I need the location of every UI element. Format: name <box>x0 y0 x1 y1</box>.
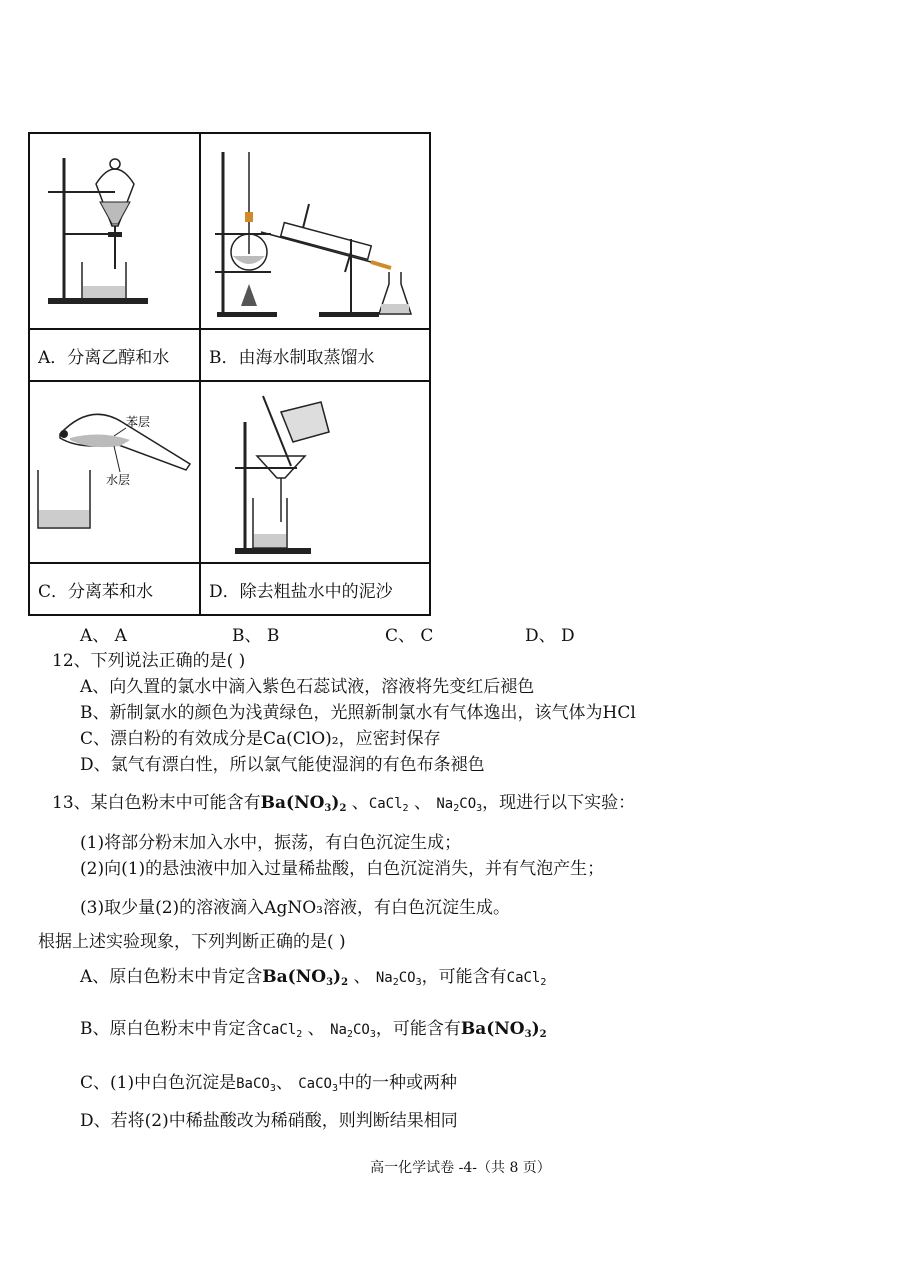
figure-b-caption: B．由海水制取蒸馏水 <box>200 329 430 381</box>
q11-option-d: D、 D <box>525 626 575 646</box>
q13-option-b: B、原白色粉末中肯定含CaCl$_2$ 、 $Na_2CO_3$，可能含有$Ba(NO_3)_2$ <box>80 1019 547 1040</box>
q12-option-a: A、向久置的氯水中滴入紫色石蕊试液，溶液将先变红后褪色 <box>80 677 535 697</box>
figure-d-caption: D．除去粗盐水中的泥沙 <box>200 563 430 615</box>
figure-b-distillation <box>200 133 430 329</box>
q13-step-1: (1)将部分粉末加入水中，振荡，有白色沉淀生成； <box>80 833 462 853</box>
figure-a-separatory-funnel <box>29 133 200 329</box>
q11-option-b: B、 B <box>232 626 280 646</box>
q13-step-3: (3)取少量(2)的溶液滴入AgNO₃溶液，有白色沉淀生成。 <box>80 898 510 918</box>
q13-option-d: D、若将(2)中稀盐酸改为稀硝酸，则判断结果相同 <box>80 1111 458 1131</box>
q13-option-c: C、(1)中白色沉淀是BaCO$_3$、 CaCO$_3$中的一种或两种 <box>80 1073 457 1094</box>
q13-stem-prefix: 13、某白色粉末中可能含有 <box>52 793 261 813</box>
q12-option-d: D、氯气有漂白性，所以氯气能使湿润的有色布条褪色 <box>80 755 485 775</box>
water-layer-label: 水层 <box>106 473 131 487</box>
q13-step-2: (2)向(1)的悬浊液中加入过量稀盐酸，白色沉淀消失，并有气泡产生； <box>80 859 605 879</box>
figure-c-separation <box>29 381 200 563</box>
q11-option-c: C、 C <box>385 626 434 646</box>
q11-option-a: A、 A <box>80 626 127 646</box>
q12-option-b: B、新制氯水的颜色为浅黄绿色，光照新制氯水有气体逸出，该气体为HCl <box>80 703 636 723</box>
q13-option-a: A、原白色粉末中肯定含$Ba(NO_3)_2$ 、 $Na_2CO_3$，可能含有CaCl$_2$ <box>80 967 547 988</box>
figure-a-caption: A．分离乙醇和水 <box>29 329 200 381</box>
apparatus-figure-table <box>28 132 431 616</box>
benzene-layer-label: 苯层 <box>126 415 151 429</box>
figure-c-caption: C．分离苯和水 <box>29 563 200 615</box>
q13-stem: 13、某白色粉末中可能含有$Ba(NO_3)_2$ 、CaCl$_2$ 、 $Na_2CO_3$，现进行以下实验： <box>52 793 636 814</box>
q13-stem-suffix: ，现进行以下实验： <box>482 793 636 813</box>
q13-question: 根据上述实验现象，下列判断正确的是( ) <box>38 932 346 952</box>
figure-d-filtration <box>200 381 430 563</box>
q12-option-c: C、漂白粉的有效成分是Ca(ClO)₂，应密封保存 <box>80 729 441 749</box>
page-footer: 高一化学试卷 -4-（共 8 页） <box>370 1160 551 1176</box>
q12-stem: 12、下列说法正确的是( ) <box>52 651 246 671</box>
